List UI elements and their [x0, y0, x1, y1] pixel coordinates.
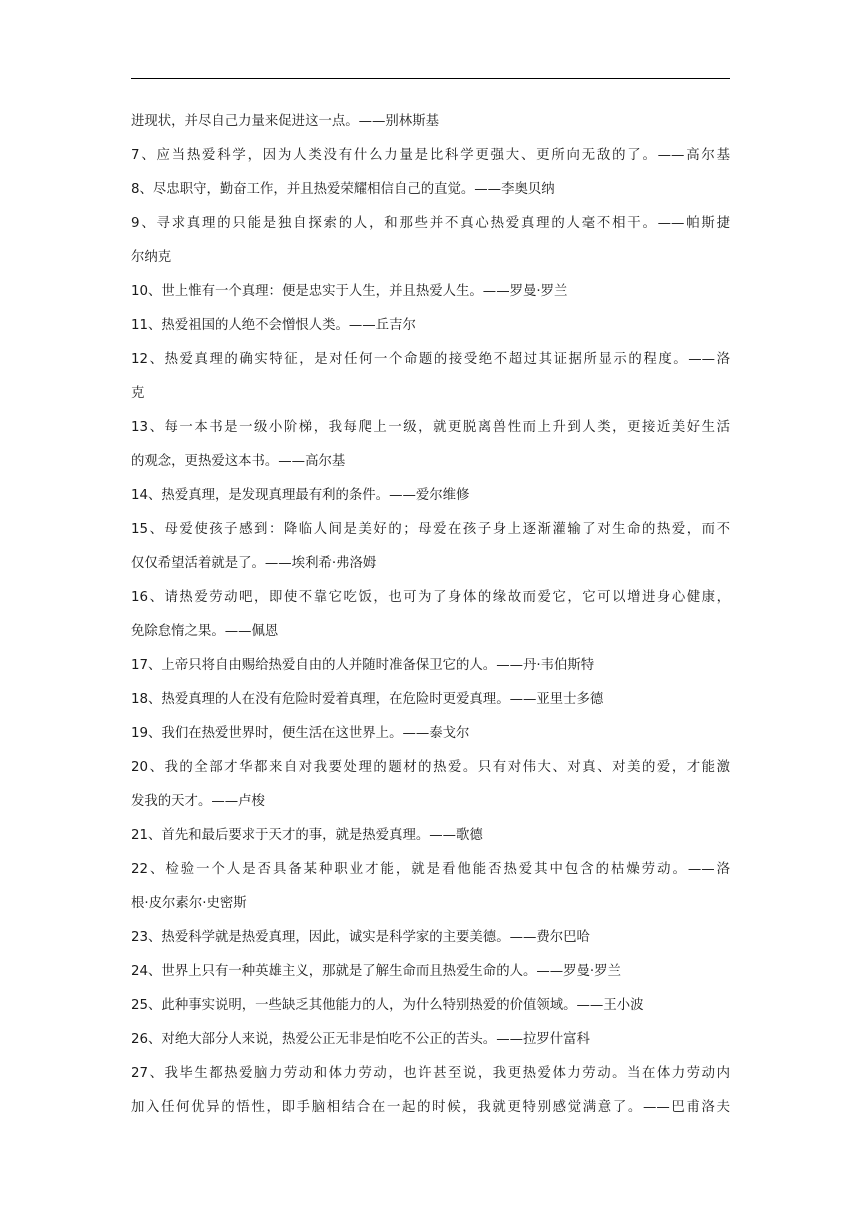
text-line: 15、母爱使孩子感到：降临人间是美好的；母爱在孩子身上逐渐灌输了对生命的热爱，而不 — [131, 522, 730, 537]
text-line: 克 — [131, 386, 145, 401]
text-line: 21、首先和最后要求于天才的事，就是热爱真理。——歌德 — [131, 828, 483, 843]
text-line: 20、我的全部才华都来自对我要处理的题材的热爱。只有对伟大、对真、对美的爱，才能激 — [131, 760, 730, 775]
text-line: 24、世界上只有一种英雄主义，那就是了解生命而且热爱生命的人。——罗曼·罗兰 — [131, 964, 621, 979]
text-line: 14、热爱真理，是发现真理最有利的条件。——爱尔维修 — [131, 488, 470, 503]
text-line: 13、每一本书是一级小阶梯，我每爬上一级，就更脱离兽性而上升到人类，更接近美好生活 — [131, 420, 730, 435]
text-line: 9、寻求真理的只能是独自探索的人，和那些并不真心热爱真理的人毫不相干。——帕斯捷 — [131, 216, 730, 231]
text-line: 的观念，更热爱这本书。——高尔基 — [131, 454, 346, 469]
text-line: 发我的天才。——卢梭 — [131, 794, 265, 809]
text-line: 18、热爱真理的人在没有危险时爱着真理，在危险时更爱真理。——亚里士多德 — [131, 692, 604, 707]
text-line: 尔纳克 — [131, 250, 172, 265]
text-line: 26、对绝大部分人来说，热爱公正无非是怕吃不公正的苦头。——拉罗什富科 — [131, 1032, 590, 1047]
text-line: 17、上帝只将自由赐给热爱自由的人并随时准备保卫它的人。——丹·韦伯斯特 — [131, 658, 595, 673]
text-line: 27、我毕生都热爱脑力劳动和体力劳动，也许甚至说，我更热爱体力劳动。当在体力劳动内 — [131, 1066, 730, 1081]
text-line: 免除怠惰之果。——佩恩 — [131, 624, 279, 639]
text-line: 16、请热爱劳动吧，即使不靠它吃饭，也可为了身体的缘故而爱它，它可以增进身心健康， — [131, 590, 730, 605]
text-line: 22、检验一个人是否具备某种职业才能，就是看他能否热爱其中包含的枯燥劳动。——洛 — [131, 862, 730, 877]
text-line: 19、我们在热爱世界时，便生活在这世界上。——泰戈尔 — [131, 726, 470, 741]
text-line: 10、世上惟有一个真理：便是忠实于人生，并且热爱人生。——罗曼·罗兰 — [131, 284, 568, 299]
text-line: 进现状，并尽自己力量来促进这一点。——别林斯基 — [131, 114, 439, 129]
text-line: 根·皮尔素尔·史密斯 — [131, 896, 247, 911]
text-line: 12、热爱真理的确实特征，是对任何一个命题的接受绝不超过其证据所显示的程度。——洛 — [131, 352, 730, 367]
header-rule — [131, 78, 730, 79]
text-line: 7、应当热爱科学，因为人类没有什么力量是比科学更强大、更所向无敌的了。——高尔基 — [131, 148, 730, 163]
text-line: 23、热爱科学就是热爱真理，因此，诚实是科学家的主要美德。——费尔巴哈 — [131, 930, 590, 945]
text-line: 11、热爱祖国的人绝不会憎恨人类。——丘吉尔 — [131, 318, 416, 333]
text-line: 8、尽忠职守，勤奋工作，并且热爱荣耀相信自己的直觉。——李奥贝纳 — [131, 182, 555, 197]
text-line: 加入任何优异的悟性，即手脑相结合在一起的时候，我就更特别感觉满意了。——巴甫洛夫 — [131, 1100, 730, 1115]
text-line: 仅仅希望活着就是了。——埃利希·弗洛姆 — [131, 556, 377, 571]
document-body — [131, 105, 730, 1125]
text-line: 25、此种事实说明，一些缺乏其他能力的人，为什么特别热爱的价值领域。——王小波 — [131, 998, 644, 1013]
